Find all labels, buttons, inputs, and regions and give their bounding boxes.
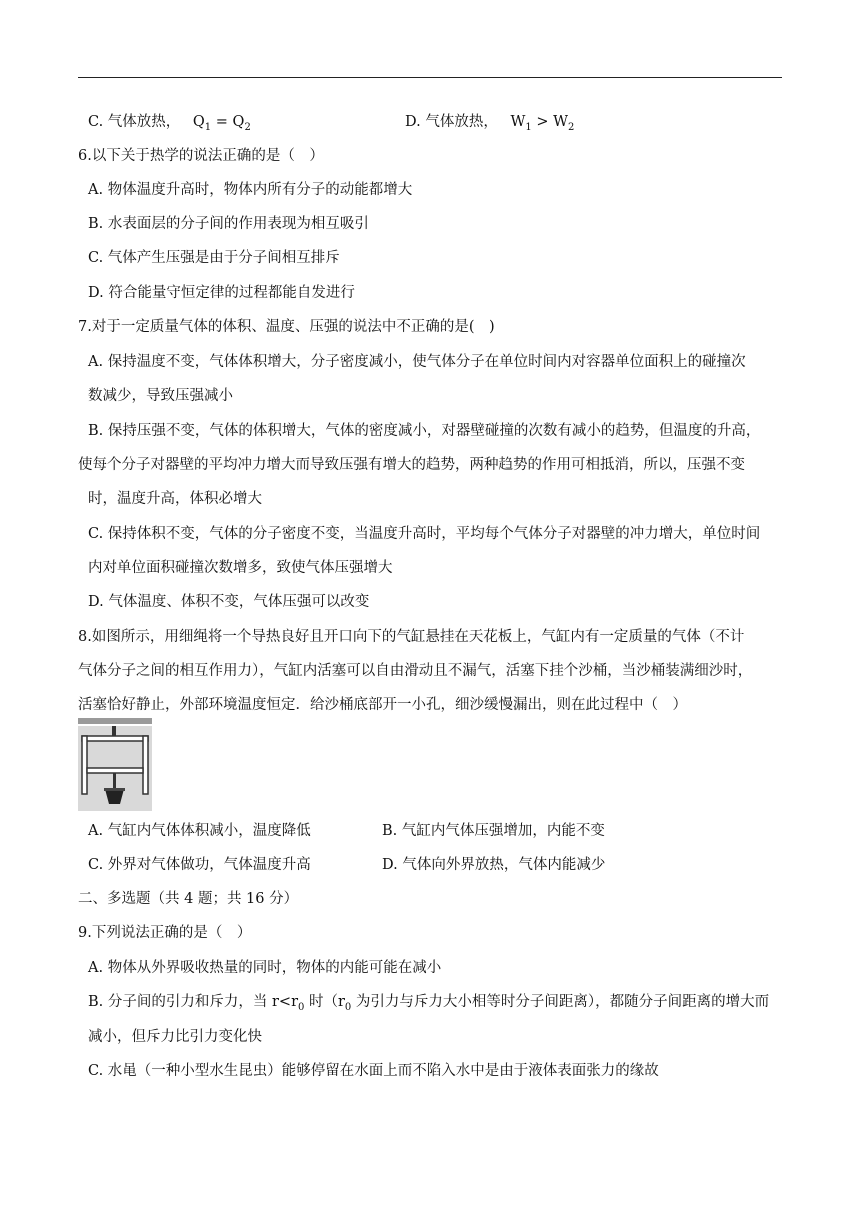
q7-stem: 7.对于一定质量气体的体积、温度、压强的说法中不正确的是( )	[78, 319, 495, 335]
q7-option-a-line1: A. 保持温度不变，气体体积增大，分子密度减小，使气体分子在单位时间内对容器单位面积上的碰撞次	[88, 354, 746, 370]
q7-option-d: D. 气体温度、体积不变，气体压强可以改变	[88, 594, 370, 610]
q8-option-b: B. 气缸内气体压强增加，内能不变	[382, 823, 605, 839]
q9-stem: 9.下列说法正确的是（ ）	[78, 925, 252, 941]
q7-option-b-line1: B. 保持压强不变，气体的体积增大，气体的密度减小，对器壁碰撞的次数有减小的趋势，但温度的升高，	[88, 423, 761, 439]
q8-option-d: D. 气体向外界放热，气体内能减少	[382, 857, 606, 873]
q8-option-c: C. 外界对气体做功，气体温度升高	[88, 857, 311, 873]
section-2-heading: 二、多选题（共 4 题；共 16 分）	[78, 891, 299, 907]
q6-option-a: A. 物体温度升高时，物体内所有分子的动能都增大	[88, 182, 413, 198]
q7-option-b-line2: 使每个分子对器壁的平均冲力增大而导致压强有增大的趋势，两种趋势的作用可相抵消，所以，压强不变	[78, 457, 745, 473]
q7-option-c-line2: 内对单位面积碰撞次数增多，致使气体压强增大	[88, 560, 393, 576]
q9-option-b-line2: 减小，但斥力比引力变化快	[88, 1029, 262, 1045]
q8-stem-line3: 活塞恰好静止，外部环境温度恒定．给沙桶底部开一小孔，细沙缓慢漏出，则在此过程中（ ）	[78, 697, 687, 713]
q5-option-c: C. 气体放热， $Q_1 = Q_2$	[88, 114, 251, 133]
q9-option-b-line1: B. 分子间的引力和斥力，当 $r<r_0$ 时（$r_0$ 为引力与斥力大小相等时分子间距离），都随分子间距离的增大而	[88, 994, 770, 1013]
q7-option-c-line1: C. 保持体积不变，气体的分子密度不变，当温度升高时，平均每个气体分子对器壁的冲力增大，单位时间	[88, 526, 761, 542]
header-rule	[78, 77, 782, 78]
q6-stem: 6.以下关于热学的说法正确的是（ ）	[78, 148, 324, 164]
cylinder-figure	[78, 718, 152, 811]
q9-option-a: A. 物体从外界吸收热量的同时，物体的内能可能在减小	[88, 960, 442, 976]
q7-option-b-line3: 时，温度升高，体积必增大	[88, 491, 262, 507]
q8-stem-line2: 气体分子之间的相互作用力），气缸内活塞可以自由滑动且不漏气，活塞下挂个沙桶，当沙桶装满细沙时，	[78, 663, 753, 679]
q8-stem-line1: 8.如图所示，用细绳将一个导热良好且开口向下的气缸悬挂在天花板上，气缸内有一定质量的气体（不计	[78, 629, 745, 645]
q7-option-a-line2: 数减少，导致压强减小	[88, 388, 233, 404]
q8-option-a: A. 气缸内气体体积减小，温度降低	[88, 823, 311, 839]
q6-option-d: D. 符合能量守恒定律的过程都能自发进行	[88, 285, 355, 301]
q6-option-c: C. 气体产生压强是由于分子间相互排斥	[88, 250, 340, 266]
q9-option-c: C. 水黾（一种小型水生昆虫）能够停留在水面上而不陷入水中是由于液体表面张力的缘故	[88, 1063, 659, 1079]
q6-option-b: B. 水表面层的分子间的作用表现为相互吸引	[88, 216, 369, 232]
q5-option-d: D. 气体放热， $W_1 > W_2$	[405, 114, 575, 133]
